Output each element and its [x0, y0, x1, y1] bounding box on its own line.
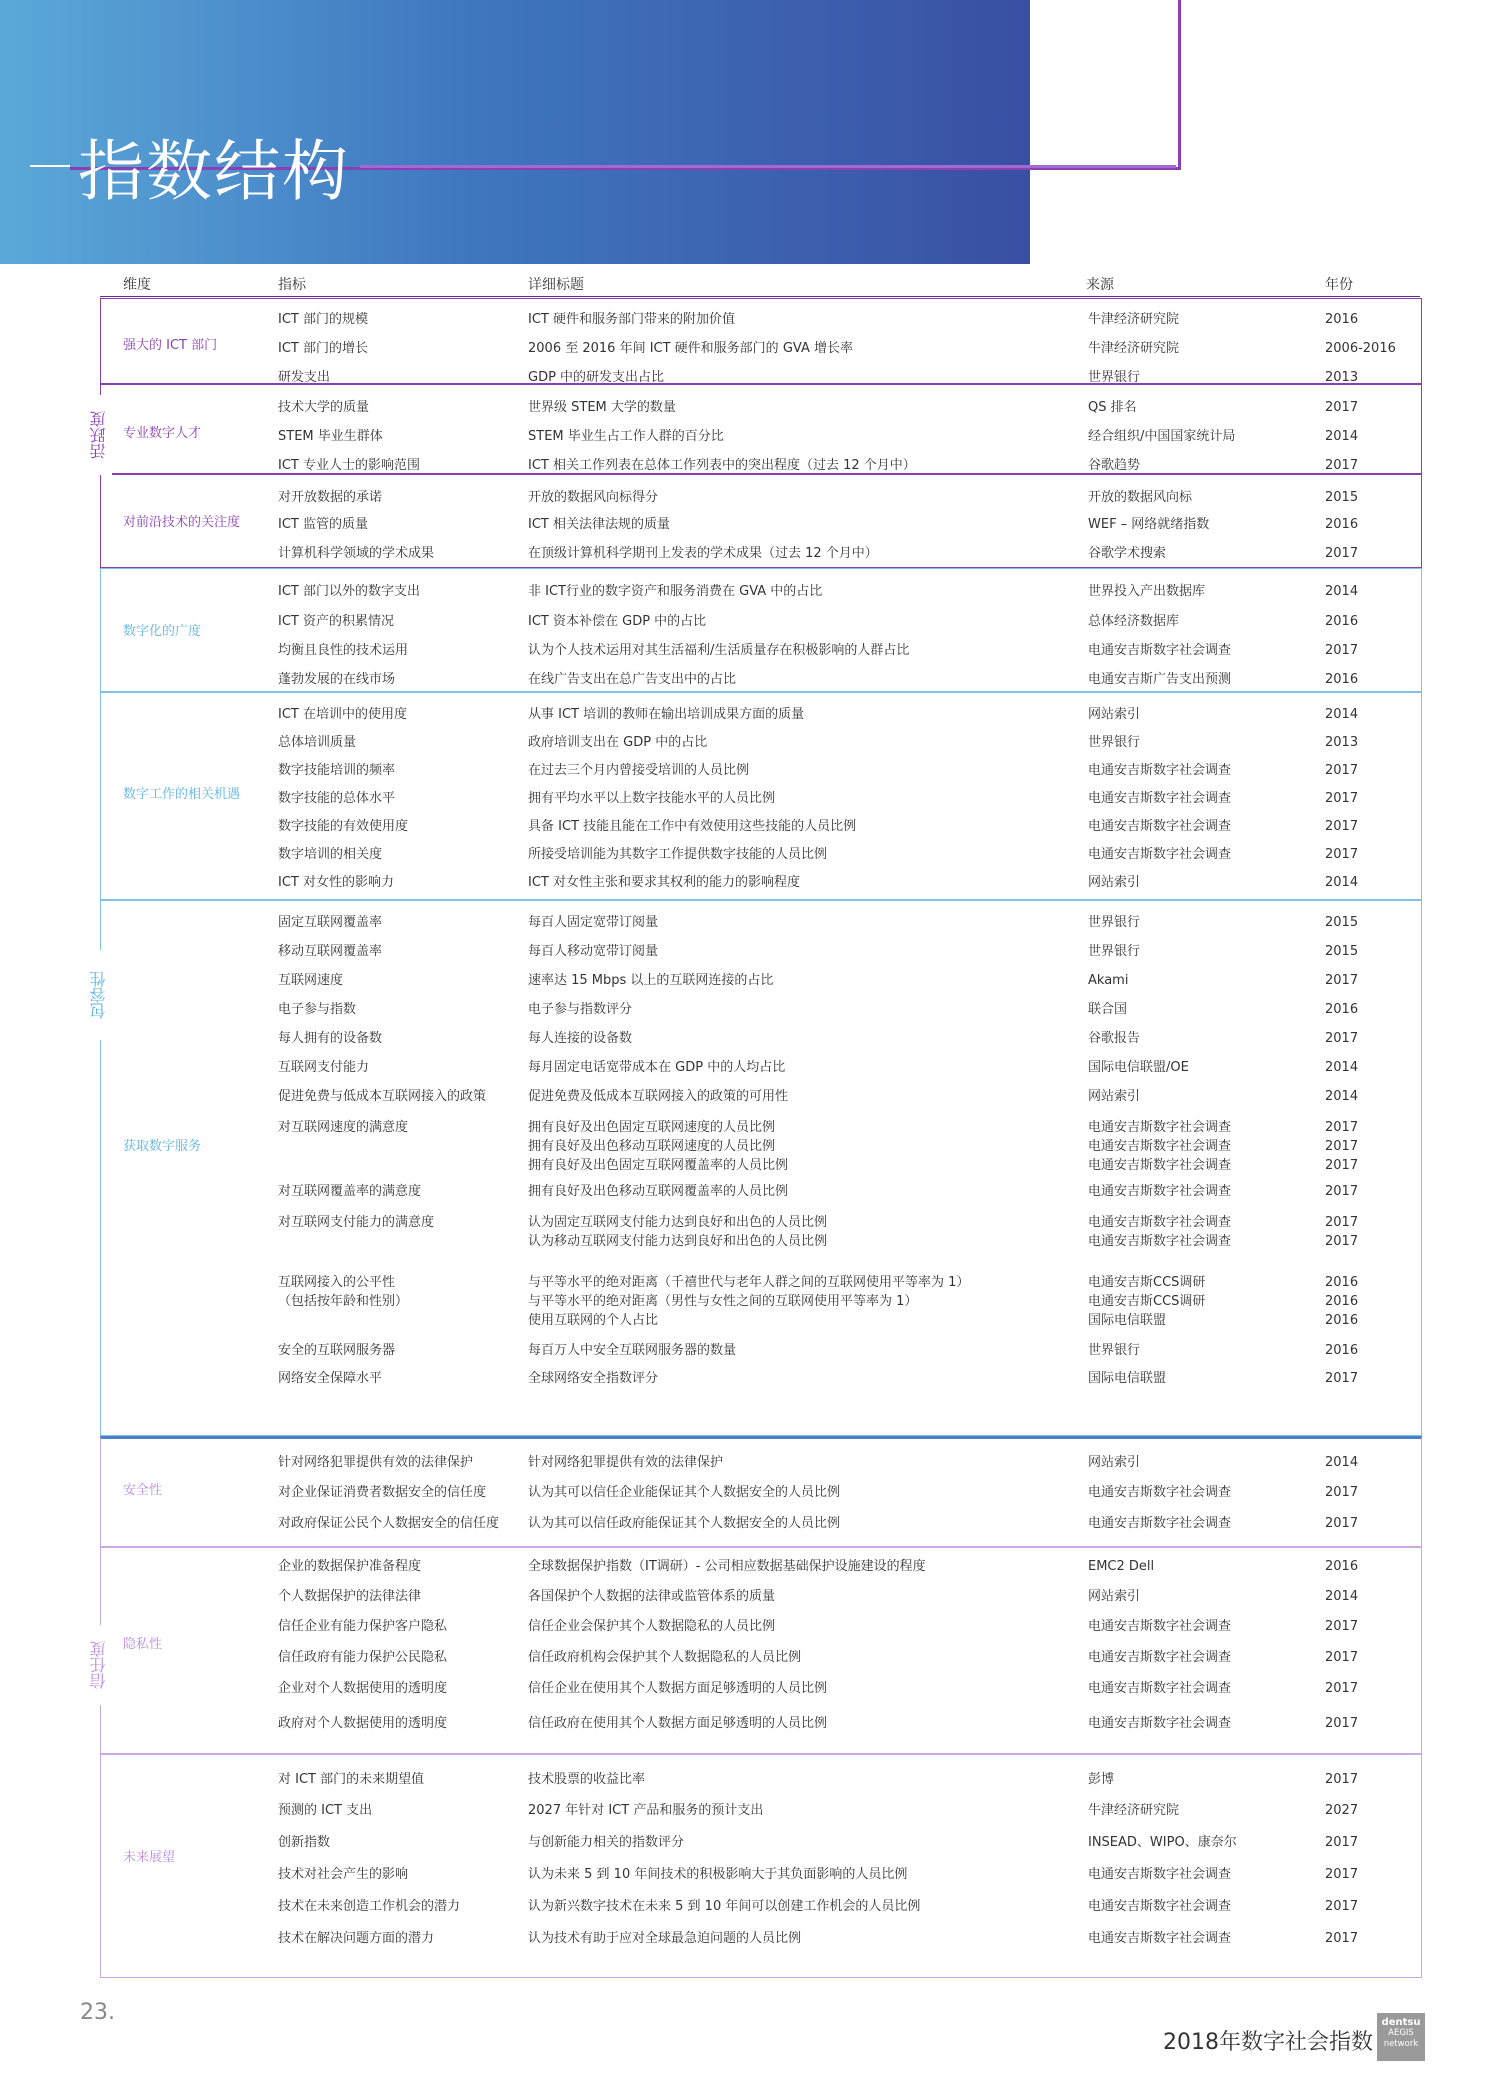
detail-cell: 拥有平均水平以上数字技能水平的人员比例 — [528, 791, 776, 806]
detail-cell: ICT 对女性主张和要求其权利的能力的影响程度 — [528, 875, 800, 890]
indicator-cell: ICT 对女性的影响力 — [278, 875, 394, 890]
source-cell: 彭博 — [1088, 1772, 1115, 1787]
indicator-cell: 计算机科学领域的学术成果 — [278, 546, 435, 561]
source-cell: 总体经济数据库 — [1088, 614, 1180, 629]
source-cell: 电通安吉斯数字社会调查 — [1088, 847, 1232, 862]
source-cell: 电通安吉斯数字社会调查 — [1088, 763, 1232, 778]
year-cell: 2017 — [1325, 763, 1359, 778]
year-cell: 2014 — [1325, 584, 1359, 599]
indicator-cell: 技术大学的质量 — [278, 400, 370, 415]
year-cell: 2017 — [1325, 819, 1359, 834]
year-cell: 2016 2016 2016 — [1325, 1275, 1359, 1328]
col-header-source: 来源 — [1086, 277, 1114, 293]
indicator-cell: 互联网接入的公平性 （包括按年龄和性别） — [278, 1275, 409, 1309]
detail-cell: ICT 硬件和服务部门带来的附加价值 — [528, 312, 735, 327]
source-cell: 世界银行 — [1088, 370, 1141, 385]
year-cell: 2015 — [1325, 915, 1359, 930]
header-rule — [100, 296, 1420, 297]
year-cell: 2014 — [1325, 1589, 1359, 1604]
indicator-cell: 对互联网支付能力的满意度 — [278, 1215, 435, 1230]
source-cell: Akami — [1088, 973, 1129, 988]
year-cell: 2016 — [1325, 517, 1359, 532]
source-cell: 世界银行 — [1088, 1343, 1141, 1358]
year-cell: 2017 — [1325, 1619, 1359, 1634]
detail-cell: 在线广告支出在总广告支出中的占比 — [528, 672, 737, 687]
source-cell: 国际电信联盟/OE — [1088, 1060, 1189, 1075]
year-cell: 2017 — [1325, 1371, 1359, 1386]
year-cell: 2017 — [1325, 1899, 1359, 1914]
col-header-year: 年份 — [1325, 277, 1353, 293]
indicator-cell: 企业的数据保护准备程度 — [278, 1559, 422, 1574]
source-cell: 电通安吉斯数字社会调查 — [1088, 1485, 1232, 1500]
detail-cell: 在顶级计算机科学期刊上发表的学术成果（过去 12 个月中） — [528, 546, 878, 561]
detail-cell: 每人连接的设备数 — [528, 1031, 633, 1046]
page-number: 23. — [80, 2000, 115, 2025]
source-cell: 国际电信联盟 — [1088, 1371, 1167, 1386]
year-cell: 2017 — [1325, 973, 1359, 988]
detail-cell: 从事 ICT 培训的教师在输出培训成果方面的质量 — [528, 707, 805, 722]
detail-cell: 认为其可以信任政府能保证其个人数据安全的人员比例 — [528, 1516, 841, 1531]
year-cell: 2016 — [1325, 1559, 1359, 1574]
indicator-cell: STEM 毕业生群体 — [278, 429, 383, 444]
category-label: 强大的 ICT 部门 — [123, 337, 218, 353]
detail-cell: 认为新兴数字技术在未来 5 到 10 年间可以创建工作机会的人员比例 — [528, 1899, 921, 1914]
indicator-cell: 技术在解决问题方面的潜力 — [278, 1931, 435, 1946]
year-cell: 2016 — [1325, 1002, 1359, 1017]
indicator-cell: 每人拥有的设备数 — [278, 1031, 383, 1046]
source-cell: 电通安吉斯数字社会调查 — [1088, 791, 1232, 806]
indicator-cell: ICT 监管的质量 — [278, 517, 368, 532]
detail-cell: 认为其可以信任企业能保证其个人数据安全的人员比例 — [528, 1485, 841, 1500]
indicator-cell: 数字培训的相关度 — [278, 847, 383, 862]
indicator-cell: 安全的互联网服务器 — [278, 1343, 396, 1358]
detail-cell: GDP 中的研发支出占比 — [528, 370, 665, 385]
year-cell: 2017 — [1325, 1835, 1359, 1850]
footer-title: 2018年数字社会指数 — [1163, 2030, 1373, 2055]
year-cell: 2017 — [1325, 458, 1359, 473]
detail-cell: 与创新能力相关的指数评分 — [528, 1835, 685, 1850]
source-cell: 网站索引 — [1088, 1589, 1141, 1604]
year-cell: 2017 — [1325, 1650, 1359, 1665]
indicator-cell: ICT 专业人士的影响范围 — [278, 458, 420, 473]
source-cell: 开放的数据风向标 — [1088, 490, 1193, 505]
detail-cell: 拥有良好及出色固定互联网速度的人员比例 拥有良好及出色移动互联网速度的人员比例 拥有良好及出色固定互联网覆盖率的人员比例 — [528, 1120, 789, 1173]
indicator-cell: 个人数据保护的法律法律 — [278, 1589, 422, 1604]
detail-cell: 速率达 15 Mbps 以上的互联网连接的占比 — [528, 973, 774, 988]
indicator-cell: 数字技能的有效使用度 — [278, 819, 409, 834]
indicator-cell: 信任政府有能力保护公民隐私 — [278, 1650, 448, 1665]
source-cell: 电通安吉斯数字社会调查 电通安吉斯数字社会调查 — [1088, 1215, 1232, 1249]
indicator-cell: 数字技能的总体水平 — [278, 791, 396, 806]
indicator-cell: 数字技能培训的频率 — [278, 763, 396, 778]
source-cell: 网站索引 — [1088, 1455, 1141, 1470]
indicator-cell: 预测的 ICT 支出 — [278, 1803, 373, 1818]
year-cell: 2013 — [1325, 735, 1359, 750]
year-cell: 2016 — [1325, 312, 1359, 327]
detail-cell: 针对网络犯罪提供有效的法律保护 — [528, 1455, 724, 1470]
year-cell: 2016 — [1325, 672, 1359, 687]
source-cell: 电通安吉斯数字社会调查 — [1088, 1716, 1232, 1731]
source-cell: 电通安吉斯数字社会调查 — [1088, 1931, 1232, 1946]
detail-cell: 信任政府在使用其个人数据方面足够透明的人员比例 — [528, 1716, 828, 1731]
source-cell: 网站索引 — [1088, 1089, 1141, 1104]
indicator-cell: 电子参与指数 — [278, 1002, 357, 1017]
year-cell: 2017 — [1325, 1931, 1359, 1946]
category-label: 专业数字人才 — [123, 425, 202, 441]
year-cell: 2015 — [1325, 490, 1359, 505]
indicator-cell: 总体培训质量 — [278, 735, 357, 750]
indicator-cell: ICT 在培训中的使用度 — [278, 707, 407, 722]
indicator-cell: 对互联网速度的满意度 — [278, 1120, 409, 1135]
source-cell: 电通安吉斯CCS调研 电通安吉斯CCS调研 国际电信联盟 — [1088, 1275, 1206, 1328]
indicator-cell: 均衡且良性的技术运用 — [278, 643, 409, 658]
indicator-cell: 对互联网覆盖率的满意度 — [278, 1184, 422, 1199]
category-label: 未来展望 — [123, 1849, 176, 1865]
year-cell: 2014 — [1325, 707, 1359, 722]
logo-line1: dentsu — [1381, 2017, 1421, 2028]
indicator-cell: 固定互联网覆盖率 — [278, 915, 383, 930]
source-cell: 谷歌学术搜索 — [1088, 546, 1167, 561]
source-cell: WEF – 网络就绪指数 — [1088, 517, 1210, 532]
detail-cell: STEM 毕业生占工作人群的百分比 — [528, 429, 724, 444]
detail-cell: 每月固定电话宽带成本在 GDP 中的人均占比 — [528, 1060, 786, 1075]
page-title: 指数结构 — [78, 133, 350, 210]
indicator-cell: 移动互联网覆盖率 — [278, 944, 383, 959]
category-label: 数字化的广度 — [123, 624, 202, 639]
detail-cell: 世界级 STEM 大学的数量 — [528, 400, 676, 415]
year-cell: 2006-2016 — [1325, 341, 1396, 356]
detail-cell: 具备 ICT 技能且能在工作中有效使用这些技能的人员比例 — [528, 819, 857, 834]
source-cell: 电通安吉斯数字社会调查 — [1088, 1650, 1232, 1665]
detail-cell: 信任企业在使用其个人数据方面足够透明的人员比例 — [528, 1681, 828, 1696]
category-label: 获取数字服务 — [123, 1139, 202, 1154]
indicator-cell: 互联网支付能力 — [278, 1060, 370, 1075]
detail-cell: 认为未来 5 到 10 年间技术的积极影响大于其负面影响的人员比例 — [528, 1867, 908, 1882]
year-cell: 2017 — [1325, 400, 1359, 415]
detail-cell: 全球数据保护指数（IT调研）- 公司相应数据基础保护设施建设的程度 — [528, 1559, 926, 1574]
source-cell: INSEAD、WIPO、康奈尔 — [1088, 1835, 1237, 1850]
indicator-cell: 研发支出 — [278, 370, 331, 385]
year-cell: 2014 — [1325, 1089, 1359, 1104]
source-cell: 谷歌趋势 — [1088, 458, 1141, 473]
source-cell: 联合国 — [1088, 1002, 1128, 1017]
detail-cell: 电子参与指数评分 — [528, 1002, 633, 1017]
indicator-cell: 互联网速度 — [278, 973, 344, 988]
indicator-cell: 促进免费与低成本互联网接入的政策 — [278, 1089, 487, 1104]
year-cell: 2017 — [1325, 1867, 1359, 1882]
detail-cell: 与平等水平的绝对距离（千禧世代与老年人群之间的互联网使用平等率为 1） 与平等水平的绝对距离（男性与女性之间的互联网使用平等率为 1） 使用互联网的个人占比 — [528, 1275, 970, 1328]
year-cell: 2014 — [1325, 429, 1359, 444]
indicator-cell: 企业对个人数据使用的透明度 — [278, 1681, 448, 1696]
detail-cell: 认为固定互联网支付能力达到良好和出色的人员比例 认为移动互联网支付能力达到良好和出色的人员比例 — [528, 1215, 828, 1249]
indicator-cell: ICT 资产的积累情况 — [278, 614, 394, 629]
source-cell: 电通安吉斯数字社会调查 — [1088, 819, 1232, 834]
year-cell: 2017 — [1325, 1772, 1359, 1787]
source-cell: 牛津经济研究院 — [1088, 341, 1180, 356]
source-cell: 牛津经济研究院 — [1088, 1803, 1180, 1818]
indicator-cell: 信任企业有能力保护客户隐私 — [278, 1619, 448, 1634]
detail-cell: 全球网络安全指数评分 — [528, 1371, 659, 1386]
logo-line3: network — [1383, 2039, 1419, 2049]
detail-cell: 技术股票的收益比率 — [528, 1772, 646, 1787]
indicator-cell: 针对网络犯罪提供有效的法律保护 — [278, 1455, 474, 1470]
detail-cell: 各国保护个人数据的法律或监管体系的质量 — [528, 1589, 776, 1604]
title-line — [360, 165, 1176, 168]
year-cell: 2014 — [1325, 1455, 1359, 1470]
detail-cell: 每百人固定宽带订阅量 — [528, 915, 659, 930]
detail-cell: 政府培训支出在 GDP 中的占比 — [528, 735, 708, 750]
year-cell: 2017 — [1325, 546, 1359, 561]
indicator-cell: 对政府保证公民个人数据安全的信任度 — [278, 1516, 500, 1531]
indicator-cell: 政府对个人数据使用的透明度 — [278, 1716, 448, 1731]
dimension-activity: 活跃度 — [88, 395, 112, 475]
detail-cell: 开放的数据风向标得分 — [528, 490, 659, 505]
dimension-inclusion: 包容性 — [88, 950, 112, 1040]
detail-cell: 2006 至 2016 年间 ICT 硬件和服务部门的 GVA 增长率 — [528, 341, 853, 356]
indicator-cell: 蓬勃发展的在线市场 — [278, 672, 396, 687]
detail-cell: 每百万人中安全互联网服务器的数量 — [528, 1343, 737, 1358]
source-cell: 谷歌报告 — [1088, 1031, 1141, 1046]
source-cell: 电通安吉斯数字社会调查 — [1088, 1681, 1232, 1696]
year-cell: 2017 — [1325, 1184, 1359, 1199]
logo-line2: AEGIS — [1388, 2028, 1414, 2038]
detail-cell: 认为技术有助于应对全球最急迫问题的人员比例 — [528, 1931, 802, 1946]
category-label: 安全性 — [123, 1482, 163, 1498]
detail-cell: ICT 资本补偿在 GDP 中的占比 — [528, 614, 707, 629]
source-cell: 电通安吉斯数字社会调查 — [1088, 1184, 1232, 1199]
source-cell: 电通安吉斯数字社会调查 — [1088, 1899, 1232, 1914]
source-cell: 世界投入产出数据库 — [1088, 584, 1206, 599]
indicator-cell: 对企业保证消费者数据安全的信任度 — [278, 1485, 487, 1500]
detail-cell: 认为个人技术运用对其生活福利/生活质量存在积极影响的人群占比 — [528, 643, 910, 658]
year-cell: 2027 — [1325, 1803, 1359, 1818]
source-cell: 网站索引 — [1088, 875, 1141, 890]
detail-cell: 非 ICT行业的数字资产和服务消费在 GVA 中的占比 — [528, 584, 823, 599]
col-header-indicator: 指标 — [278, 277, 306, 293]
source-cell: 电通安吉斯数字社会调查 — [1088, 1867, 1232, 1882]
source-cell: 牛津经济研究院 — [1088, 312, 1180, 327]
indicator-cell: 对开放数据的承诺 — [278, 490, 383, 505]
year-cell: 2014 — [1325, 1060, 1359, 1075]
year-cell: 2017 — [1325, 1485, 1359, 1500]
year-cell: 2016 — [1325, 1343, 1359, 1358]
category-label: 隐私性 — [123, 1637, 163, 1652]
year-cell: 2017 — [1325, 643, 1359, 658]
year-cell: 2015 — [1325, 944, 1359, 959]
detail-cell: 信任企业会保护其个人数据隐私的人员比例 — [528, 1619, 776, 1634]
category-label: 对前沿技术的关注度 — [123, 514, 241, 530]
year-cell: 2014 — [1325, 875, 1359, 890]
year-cell: 2017 — [1325, 1516, 1359, 1531]
year-cell: 2017 — [1325, 791, 1359, 806]
dimension-trust: 信任度 — [88, 1625, 112, 1705]
source-cell: QS 排名 — [1088, 400, 1137, 415]
source-cell: 世界银行 — [1088, 944, 1141, 959]
col-header-dimension: 维度 — [123, 277, 151, 293]
year-cell: 2017 — [1325, 1031, 1359, 1046]
year-cell: 2017 — [1325, 1716, 1359, 1731]
indicator-cell: 网络安全保障水平 — [278, 1371, 383, 1386]
indicator-cell: ICT 部门的规模 — [278, 312, 368, 327]
detail-cell: 拥有良好及出色移动互联网覆盖率的人员比例 — [528, 1184, 789, 1199]
year-cell: 2017 2017 2017 — [1325, 1120, 1359, 1173]
source-cell: 经合组织/中国国家统计局 — [1088, 429, 1236, 444]
detail-cell: 2027 年针对 ICT 产品和服务的预计支出 — [528, 1803, 764, 1818]
indicator-cell: ICT 部门的增长 — [278, 341, 368, 356]
dentsu-logo — [1377, 2013, 1425, 2061]
source-cell: 电通安吉斯数字社会调查 — [1088, 1516, 1232, 1531]
detail-cell: 每百人移动宽带订阅量 — [528, 944, 659, 959]
indicator-cell: ICT 部门以外的数字支出 — [278, 584, 420, 599]
indicator-cell: 技术在未来创造工作机会的潜力 — [278, 1899, 461, 1914]
year-cell: 2017 — [1325, 1681, 1359, 1696]
detail-cell: 信任政府机构会保护其个人数据隐私的人员比例 — [528, 1650, 802, 1665]
detail-cell: 所接受培训能为其数字工作提供数字技能的人员比例 — [528, 847, 828, 862]
detail-cell: ICT 相关法律法规的质量 — [528, 517, 670, 532]
source-cell: 电通安吉斯数字社会调查 — [1088, 1619, 1232, 1634]
year-cell: 2017 2017 — [1325, 1215, 1359, 1249]
source-cell: 电通安吉斯数字社会调查 电通安吉斯数字社会调查 电通安吉斯数字社会调查 — [1088, 1120, 1232, 1173]
banner-line — [30, 165, 70, 167]
source-cell: 世界银行 — [1088, 735, 1141, 750]
source-cell: 网站索引 — [1088, 707, 1141, 722]
indicator-cell: 技术对社会产生的影响 — [278, 1867, 409, 1882]
source-cell: 电通安吉斯广告支出预测 — [1088, 672, 1232, 687]
source-cell: EMC2 Dell — [1088, 1559, 1155, 1574]
indicator-cell: 创新指数 — [278, 1835, 331, 1850]
detail-cell: 促进免费及低成本互联网接入的政策的可用性 — [528, 1089, 789, 1104]
year-cell: 2017 — [1325, 847, 1359, 862]
source-cell: 世界银行 — [1088, 915, 1141, 930]
category-label: 数字工作的相关机遇 — [123, 787, 241, 802]
detail-cell: 在过去三个月内曾接受培训的人员比例 — [528, 763, 750, 778]
source-cell: 电通安吉斯数字社会调查 — [1088, 643, 1232, 658]
detail-cell: ICT 相关工作列表在总体工作列表中的突出程度（过去 12 个月中） — [528, 458, 916, 473]
year-cell: 2013 — [1325, 370, 1359, 385]
indicator-cell: 对 ICT 部门的未来期望值 — [278, 1772, 425, 1787]
year-cell: 2016 — [1325, 614, 1359, 629]
col-header-detail: 详细标题 — [528, 277, 584, 293]
